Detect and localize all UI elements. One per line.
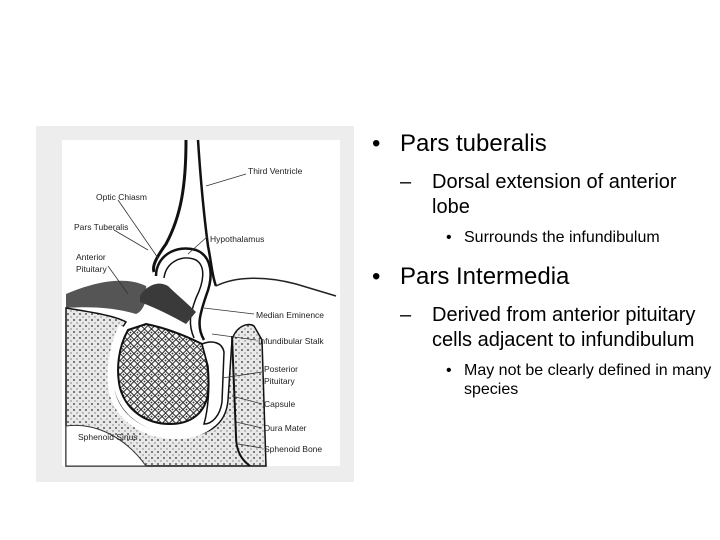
- label-sphenoid-sinus: Sphenoid Sinus: [78, 432, 138, 442]
- bullet-item: [364, 130, 714, 158]
- label-posterior-pituitary: Pituitary: [264, 376, 295, 386]
- bullet-item: [364, 263, 714, 291]
- bullet-text: Pars tuberalis: [400, 130, 547, 157]
- sub-sub-bullet-item: [364, 361, 714, 399]
- label-optic-chiasm: Optic Chiasm: [96, 192, 148, 202]
- sub-sub-bullet-text: May not be clearly defined in many species: [464, 362, 712, 398]
- dash-marker: –: [400, 171, 412, 193]
- sub-bullet-item: [364, 170, 714, 220]
- bullet-text: Pars Intermedia: [400, 263, 570, 290]
- label-anterior-pituitary: Pituitary: [76, 264, 107, 274]
- bullet-marker: •: [446, 362, 452, 379]
- sub-sub-bullet-item: [364, 228, 714, 247]
- bullet-list: [364, 128, 714, 415]
- label-dura-mater: Dura Mater: [264, 423, 307, 433]
- label-median-eminence: Median Eminence: [256, 310, 325, 320]
- sub-bullet-text: Dorsal extension of anterior lobe: [432, 171, 677, 218]
- label-anterior: Anterior: [76, 252, 106, 262]
- label-infundibular-stalk: Infundibular Stalk: [258, 336, 324, 346]
- bullet-marker: •: [372, 130, 381, 157]
- label-posterior: Posterior: [264, 364, 299, 374]
- dash-marker: –: [400, 304, 412, 326]
- label-hypothalamus: Hypothalamus: [210, 234, 265, 244]
- label-pars-tuberalis: Pars Tuberalis: [74, 222, 129, 232]
- bullet-marker: •: [372, 263, 381, 290]
- sub-bullet-text: Derived from anterior pituitary cells adjacent to infundibulum: [432, 304, 696, 351]
- label-sphenoid-bone: Sphenoid Bone: [264, 444, 323, 454]
- bullet-marker: •: [446, 229, 452, 246]
- pituitary-diagram-svg: [36, 126, 354, 482]
- label-third-ventricle: Third Ventricle: [248, 166, 303, 176]
- pituitary-diagram: [36, 126, 354, 482]
- label-capsule: Capsule: [264, 399, 296, 409]
- sub-bullet-item: [364, 303, 714, 353]
- sub-sub-bullet-text: Surrounds the infundibulum: [464, 229, 660, 246]
